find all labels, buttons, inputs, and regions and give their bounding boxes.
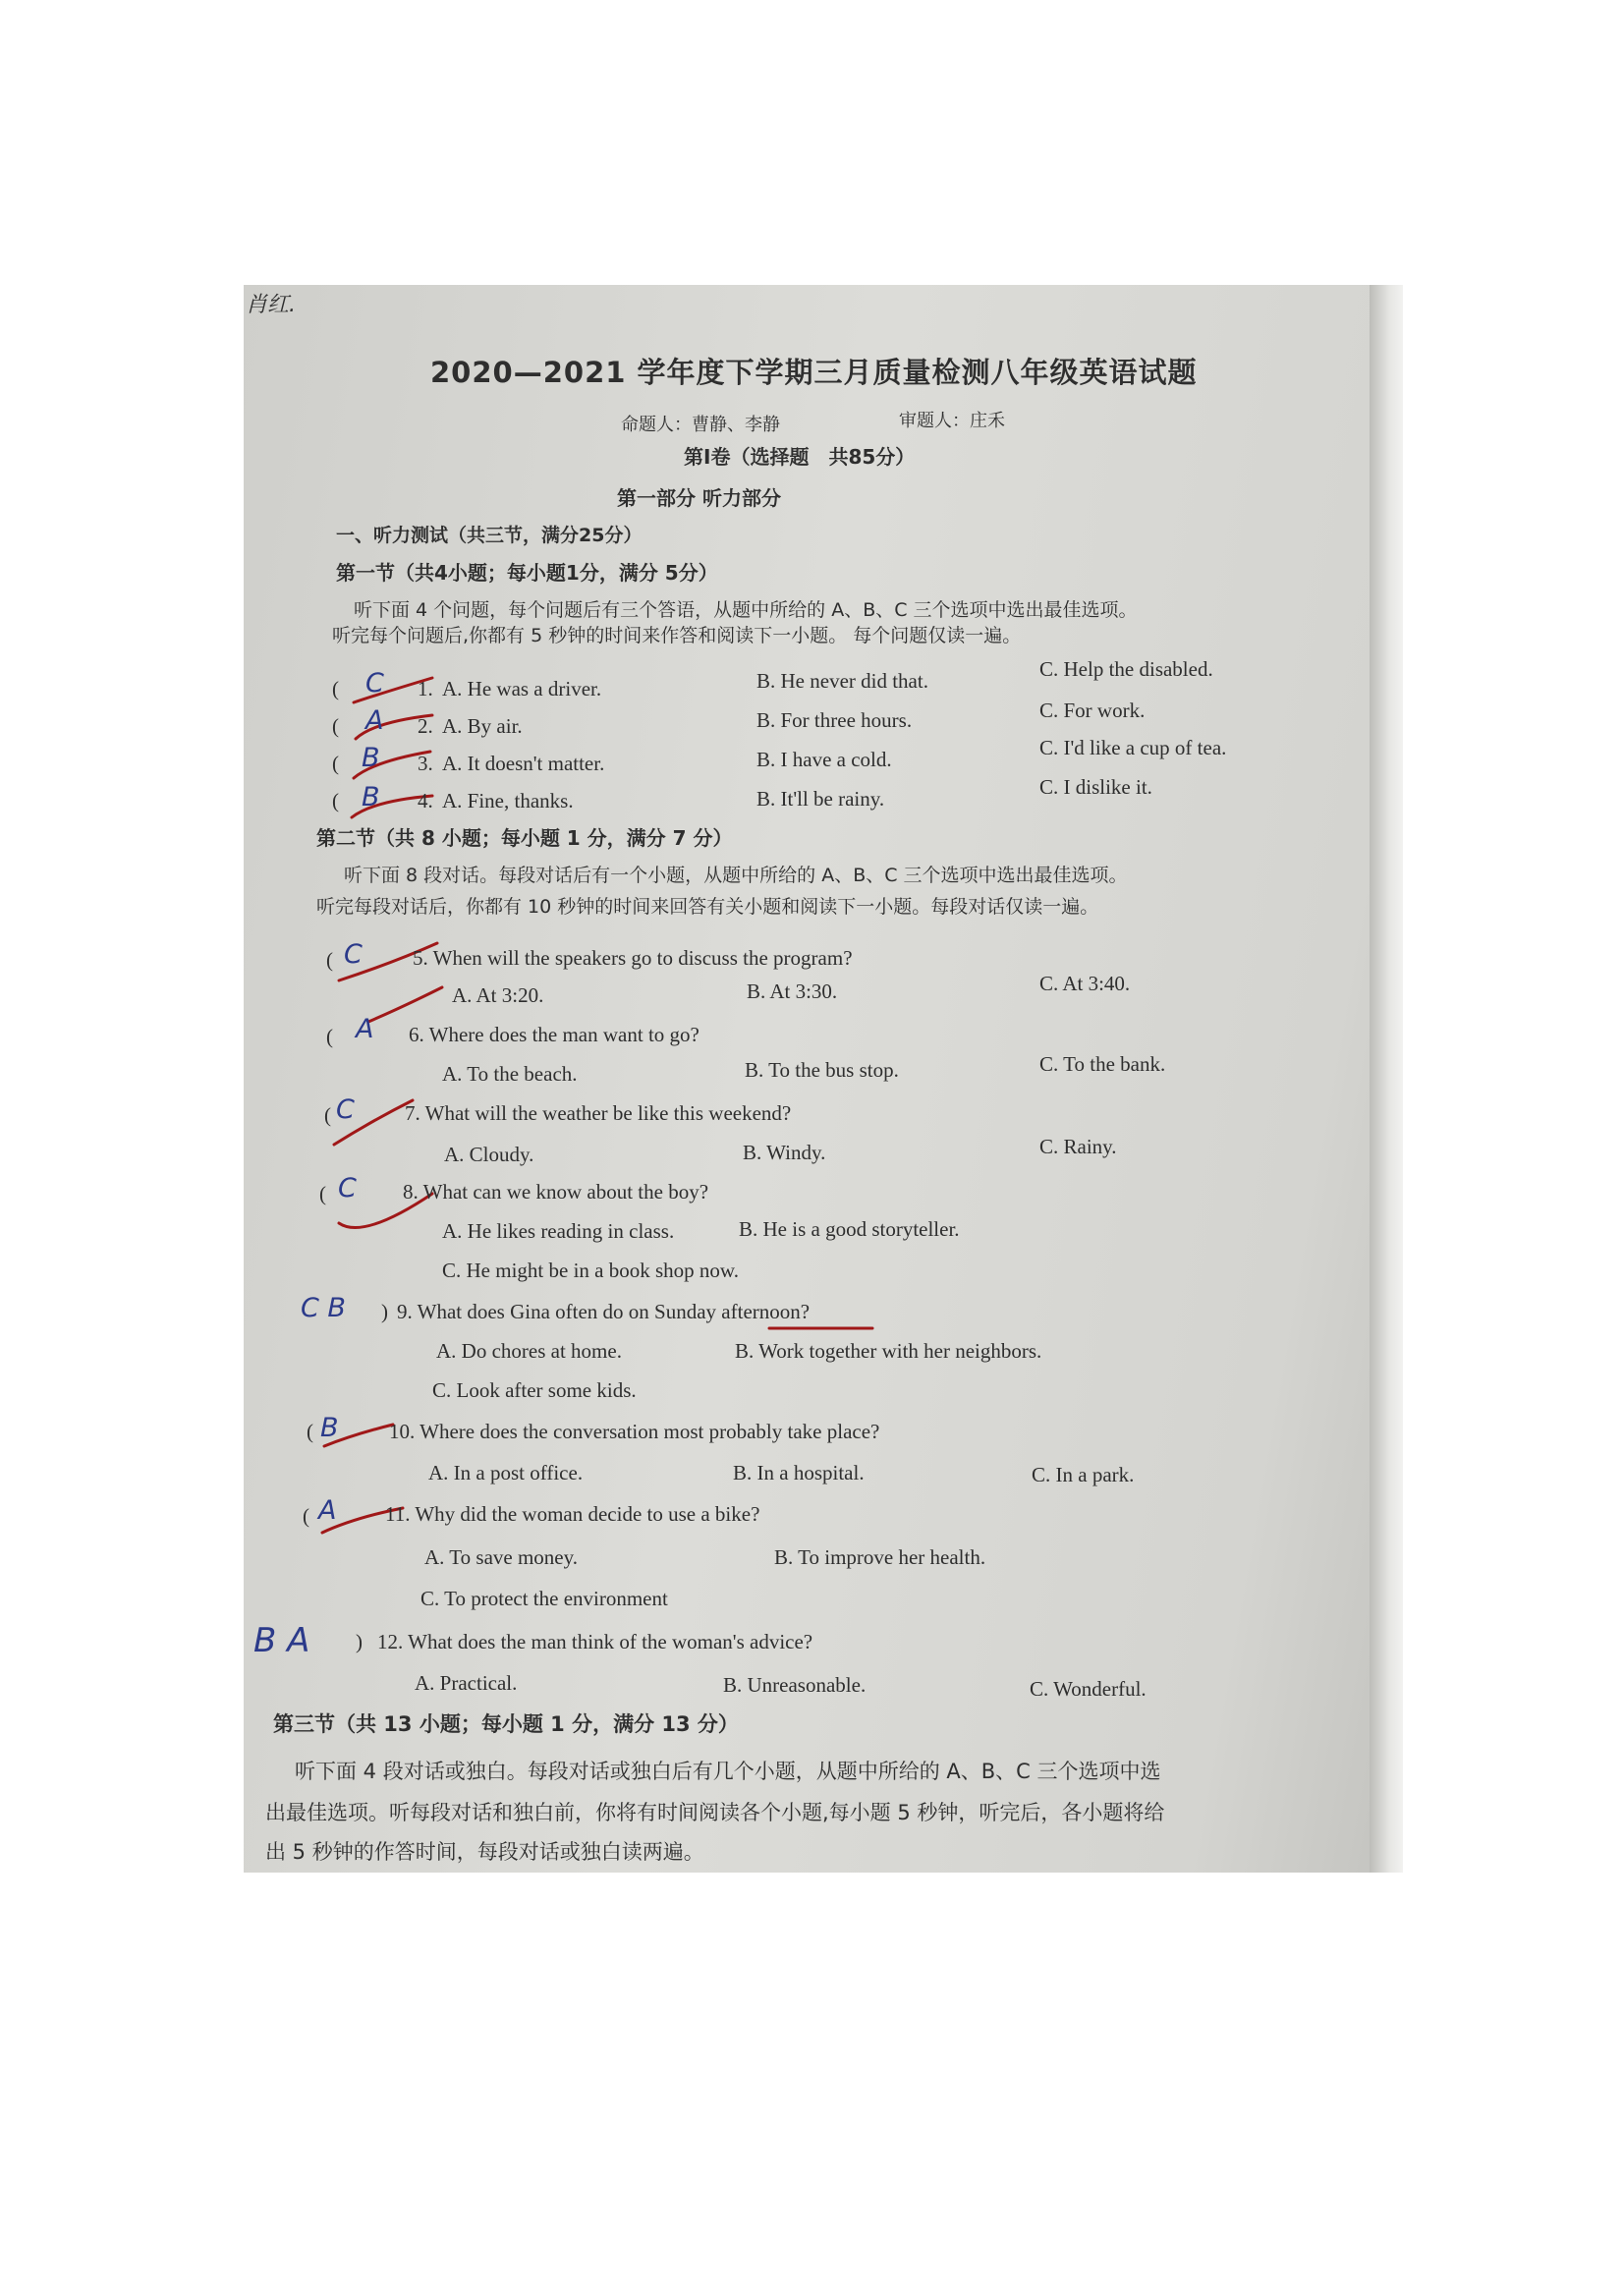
option-b: B. To the bus stop.: [745, 1058, 899, 1082]
answer-paren: ): [381, 1300, 388, 1323]
option-c: C. To protect the environment: [420, 1587, 668, 1610]
part-heading: 第一部分 听力部分: [617, 486, 781, 510]
authors: 命题人：曹静、李静: [621, 415, 780, 435]
option-c: C. He might be in a book shop now.: [442, 1259, 739, 1282]
option-c: C. In a park.: [1032, 1463, 1135, 1486]
answer-paren: (: [326, 1025, 333, 1048]
option-a: A. Cloudy.: [444, 1143, 534, 1166]
answer-paren: (: [324, 1103, 331, 1127]
section3-instruction: 出 5 秒钟的作答时间，每段对话或独白读两遍。: [265, 1840, 704, 1864]
handwritten-answer: C: [336, 1094, 355, 1125]
handwritten-answer: B: [320, 1413, 339, 1443]
option-a: A. Fine, thanks.: [442, 789, 574, 812]
answer-paren: (: [332, 752, 339, 775]
check-mark: [368, 987, 442, 1022]
answer-paren: ): [356, 1630, 363, 1653]
handwritten-answer: A: [356, 1014, 374, 1044]
question-number: 2.: [418, 714, 433, 738]
question-number: 1.: [418, 677, 433, 700]
option-c: C. I'd like a cup of tea.: [1039, 736, 1227, 759]
handwritten-answer: C: [365, 668, 384, 699]
question-stem: 5. When will the speakers go to discuss the program?: [413, 946, 853, 970]
option-c: C. Help the disabled.: [1039, 657, 1213, 681]
answer-paren: (: [332, 789, 339, 812]
option-b: B. He is a good storyteller.: [739, 1217, 960, 1241]
section3-heading: 第三节（共 13 小题；每小题 1 分，满分 13 分）: [273, 1712, 739, 1736]
option-a: A. To the beach.: [442, 1062, 578, 1086]
handwritten-answer: C: [344, 939, 363, 970]
option-a: A. In a post office.: [428, 1461, 584, 1484]
handwritten-answer: B: [362, 782, 380, 812]
option-b: B. Unreasonable.: [723, 1673, 867, 1697]
section2-instruction: 听下面 8 段对话。每段对话后有一个小题，从题中所给的 A、B、C 三个选项中选出最佳选项。: [344, 865, 1128, 886]
option-a: A. At 3:20.: [452, 983, 544, 1007]
reviewer: 审题人：庄禾: [899, 411, 1005, 431]
option-b: B. I have a cold.: [756, 748, 892, 771]
question-stem: 10. Where does the conversation most probably take place?: [389, 1420, 880, 1443]
question-stem: 11. Why did the woman decide to use a bike?: [385, 1502, 760, 1526]
answer-paren: (: [332, 677, 339, 700]
answer-paren: (: [303, 1504, 309, 1528]
section1-instruction: 听完每个问题后,你都有 5 秒钟的时间来作答和阅读下一小题。 每个问题仅读一遍。: [332, 625, 1022, 646]
option-b: B. Work together with her neighbors.: [735, 1339, 1042, 1363]
option-c: C. I dislike it.: [1039, 775, 1152, 799]
handwritten-answer: A: [365, 705, 384, 736]
question-stem: 7. What will the weather be like this weekend?: [405, 1101, 792, 1125]
option-b: B. To improve her health.: [774, 1545, 986, 1569]
question-stem: 9. What does Gina often do on Sunday afternoon?: [397, 1300, 811, 1323]
option-b: B. For three hours.: [756, 708, 913, 732]
option-a: A. To save money.: [424, 1545, 579, 1569]
option-c: C. For work.: [1039, 699, 1146, 722]
question-stem: 8. What can we know about the boy?: [403, 1180, 709, 1204]
option-a: A. He likes reading in class.: [442, 1219, 675, 1243]
section2-instruction: 听完每段对话后，你都有 10 秒钟的时间来回答有关小题和阅读下一小题。每段对话仅读一遍。: [316, 896, 1099, 918]
option-a: A. He was a driver.: [442, 677, 602, 700]
option-c: C. Rainy.: [1039, 1135, 1117, 1158]
section3-instruction: 出最佳选项。听每段对话和独白前，你将有时间阅读各个小题,每小题 5 秒钟，听完后，各小题将给: [265, 1801, 1165, 1824]
option-c: C. Wonderful.: [1030, 1677, 1147, 1701]
corner-handwriting: 肖红.: [246, 293, 296, 317]
question-number: 4.: [418, 789, 433, 812]
question-stem: 6. Where does the man want to go?: [409, 1023, 700, 1046]
section1-instruction: 听下面 4 个问题，每个问题后有三个答语，从题中所给的 A、B、C 三个选项中选出最佳选项。: [354, 599, 1138, 621]
answer-paren: (: [319, 1182, 326, 1205]
handwritten-answer: B A: [253, 1621, 310, 1660]
exam-title: 2020—2021 学年度下学期三月质量检测八年级英语试题: [430, 356, 1198, 389]
option-a: A. Practical.: [415, 1671, 518, 1695]
option-a: A. Do chores at home.: [436, 1339, 622, 1363]
handwritten-answer: A: [318, 1495, 337, 1526]
question-number: 3.: [418, 752, 433, 775]
answer-paren: (: [326, 948, 333, 972]
option-a: A. It doesn't matter.: [442, 752, 605, 775]
section1-heading: 第一节（共4小题；每小题1分，满分 5分）: [336, 561, 718, 585]
answer-paren: (: [307, 1420, 313, 1443]
answer-paren: (: [332, 714, 339, 738]
option-b: B. At 3:30.: [747, 980, 838, 1003]
question-stem: 12. What does the man think of the woman's advice?: [377, 1630, 813, 1653]
handwritten-answer: C: [338, 1173, 357, 1204]
section3-instruction: 听下面 4 段对话或独白。每段对话或独白后有几个小题，从题中所给的 A、B、C 三个选项中选: [295, 1760, 1161, 1783]
option-b: B. He never did that.: [756, 669, 928, 693]
handwritten-answer: C B: [301, 1293, 346, 1323]
listening-heading: 一、听力测试（共三节，满分25分）: [336, 525, 643, 546]
option-c: C. At 3:40.: [1039, 972, 1131, 995]
handwritten-answer: B: [362, 743, 380, 773]
option-b: B. Windy.: [743, 1141, 826, 1164]
section2-heading: 第二节（共 8 小题；每小题 1 分，满分 7 分）: [316, 826, 733, 850]
option-c: C. To the bank.: [1039, 1052, 1166, 1076]
option-b: B. In a hospital.: [733, 1461, 865, 1484]
option-b: B. It'll be rainy.: [756, 787, 885, 811]
volume-heading: 第Ⅰ卷（选择题 共85分）: [684, 445, 916, 469]
option-c: C. Look after some kids.: [432, 1378, 637, 1402]
option-a: A. By air.: [442, 714, 523, 738]
